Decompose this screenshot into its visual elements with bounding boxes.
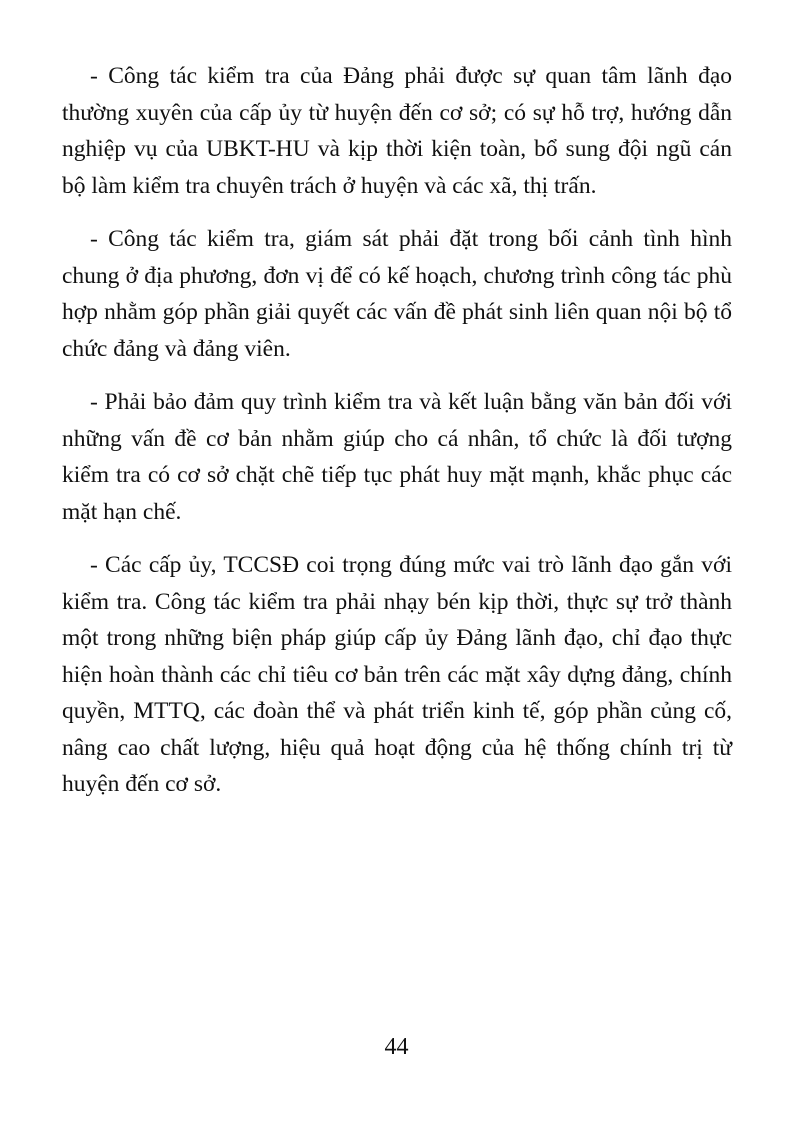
paragraph-leadership-attention: - Công tác kiểm tra của Đảng phải được sự quan tâm lãnh đạo thường xuyên của cấp ủy từ huyện đến cơ sở; có sự hỗ trợ, hướng dẫn nghiệp vụ của UBKT-HU và kịp thời kiện toàn, bổ sung đội ngũ cán bộ làm kiểm tra chuyên trách ở huyện và các xã, thị trấn. <box>62 63 732 199</box>
page-number: 44 <box>384 1034 409 1060</box>
page-body <box>62 58 732 820</box>
paragraph-local-context: - Công tác kiểm tra, giám sát phải đặt trong bối cảnh tình hình chung ở địa phương, đơn vị để có kế hoạch, chương trình công tác phù hợp nhằm góp phần giải quyết các vấn đề phát sinh liên quan nội bộ tổ chức đảng và đảng viên. <box>62 226 732 362</box>
paragraph-party-committees: - Các cấp ủy, TCCSĐ coi trọng đúng mức vai trò lãnh đạo gắn với kiểm tra. Công tác kiểm tra phải nhạy bén kịp thời, thực sự trở thành một trong những biện pháp giúp cấp ủy Đảng lãnh đạo, chỉ đạo thực hiện hoàn thành các chỉ tiêu cơ bản trên các mặt xây dựng đảng, chính quyền, MTTQ, các đoàn thể và phát triển kinh tế, góp phần củng cố, nâng cao chất lượng, hiệu quả hoạt động của hệ thống chính trị từ huyện đến cơ sở. <box>62 552 732 797</box>
paragraph-inspection-procedure: - Phải bảo đảm quy trình kiểm tra và kết luận bằng văn bản đối với những vấn đề cơ bản nhằm giúp cho cá nhân, tổ chức là đối tượng kiểm tra có cơ sở chặt chẽ tiếp tục phát huy mặt mạnh, khắc phục các mặt hạn chế. <box>62 389 732 525</box>
